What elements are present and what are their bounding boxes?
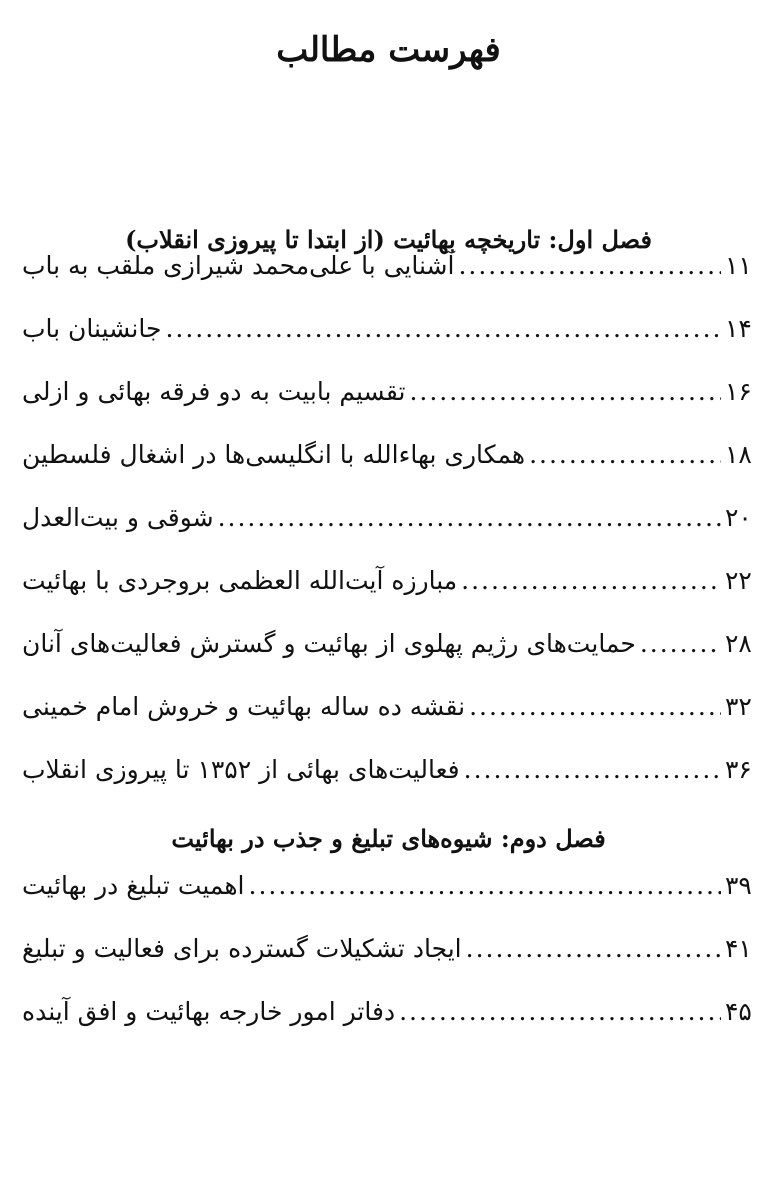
toc-entry[interactable] [22,561,753,601]
toc-entry-page: ۲۸ [725,629,752,658]
dot-leader [399,992,721,1032]
dot-leader [458,246,721,286]
toc-entry-title: تقسیم بابیت به دو فرقه بهائی و ازلی [22,377,406,406]
toc-entry-title: همکاری بهاءالله با انگلیسی‌ها در اشغال فلسطین [22,440,526,469]
toc-entry-page: ۳۹ [725,871,752,900]
toc-entry[interactable] [22,372,753,412]
toc-entry-page: ۱۴ [725,314,752,343]
toc-entry[interactable] [22,309,753,349]
dot-leader [464,750,721,790]
toc-entry-title: دفاتر امور خارجه بهائیت و افق آینده [22,997,396,1026]
dot-leader [640,624,721,664]
toc-entry-title: شوقی و بیت‌العدل [22,503,214,532]
toc-entry-page: ۳۲ [725,692,752,721]
toc-entry-page: ۲۰ [725,503,752,532]
dot-leader [529,435,721,475]
toc-entry-page: ۱۸ [725,440,752,469]
toc-entry[interactable] [22,435,753,475]
toc-entry-page: ۲۲ [725,566,752,595]
toc-entry-page: ۱۱ [725,251,752,280]
dot-leader [218,498,721,538]
toc-entry[interactable] [22,687,753,727]
chapter-heading-2: فصل دوم: شیوه‌های تبلیغ و جذب در بهائیت [171,824,606,853]
dot-leader [409,372,721,412]
toc-entry-title: حمایت‌های رژیم پهلوی از بهائیت و گسترش فعالیت‌های آنان [22,629,636,658]
dot-leader [461,561,721,601]
dot-leader [469,687,721,727]
toc-entry-title: نقشه ده ساله بهائیت و خروش امام خمینی [22,692,466,721]
toc-entry-title: آشنایی با علی‌محمد شیرازی ملقب به باب [22,251,455,280]
toc-entry-title: فعالیت‌های بهائی از ۱۳۵۲ تا پیروزی انقلاب [22,755,460,784]
page-title: فهرست مطالب [276,30,501,70]
toc-entry-page: ۳۶ [725,755,752,784]
toc-entry[interactable] [22,624,753,664]
dot-leader [466,929,721,969]
toc-entry[interactable] [22,498,753,538]
toc-entry-title: ایجاد تشکیلات گسترده برای فعالیت و تبلیغ [22,934,462,963]
toc-entry-page: ۱۶ [725,377,752,406]
toc-entry-title: جانشینان باب [22,314,162,343]
toc-entry-page: ۴۱ [725,934,752,963]
toc-entry[interactable] [22,750,753,790]
toc-entry[interactable] [22,992,753,1032]
toc-entry[interactable] [22,246,753,286]
chapter-heading-1: فصل اول: تاریخچه بهائیت (از ابتدا تا پیروزی انقلاب) [125,225,652,254]
toc-entry-title: اهمیت تبلیغ در بهائیت [22,871,245,900]
toc-entry-title: مبارزه آیت‌الله العظمی بروجردی با بهائیت [22,566,458,595]
toc-entry-page: ۴۵ [725,997,752,1026]
toc-entry[interactable] [22,929,753,969]
toc-entry[interactable] [22,866,753,906]
dot-leader [249,866,722,906]
dot-leader [165,309,721,349]
